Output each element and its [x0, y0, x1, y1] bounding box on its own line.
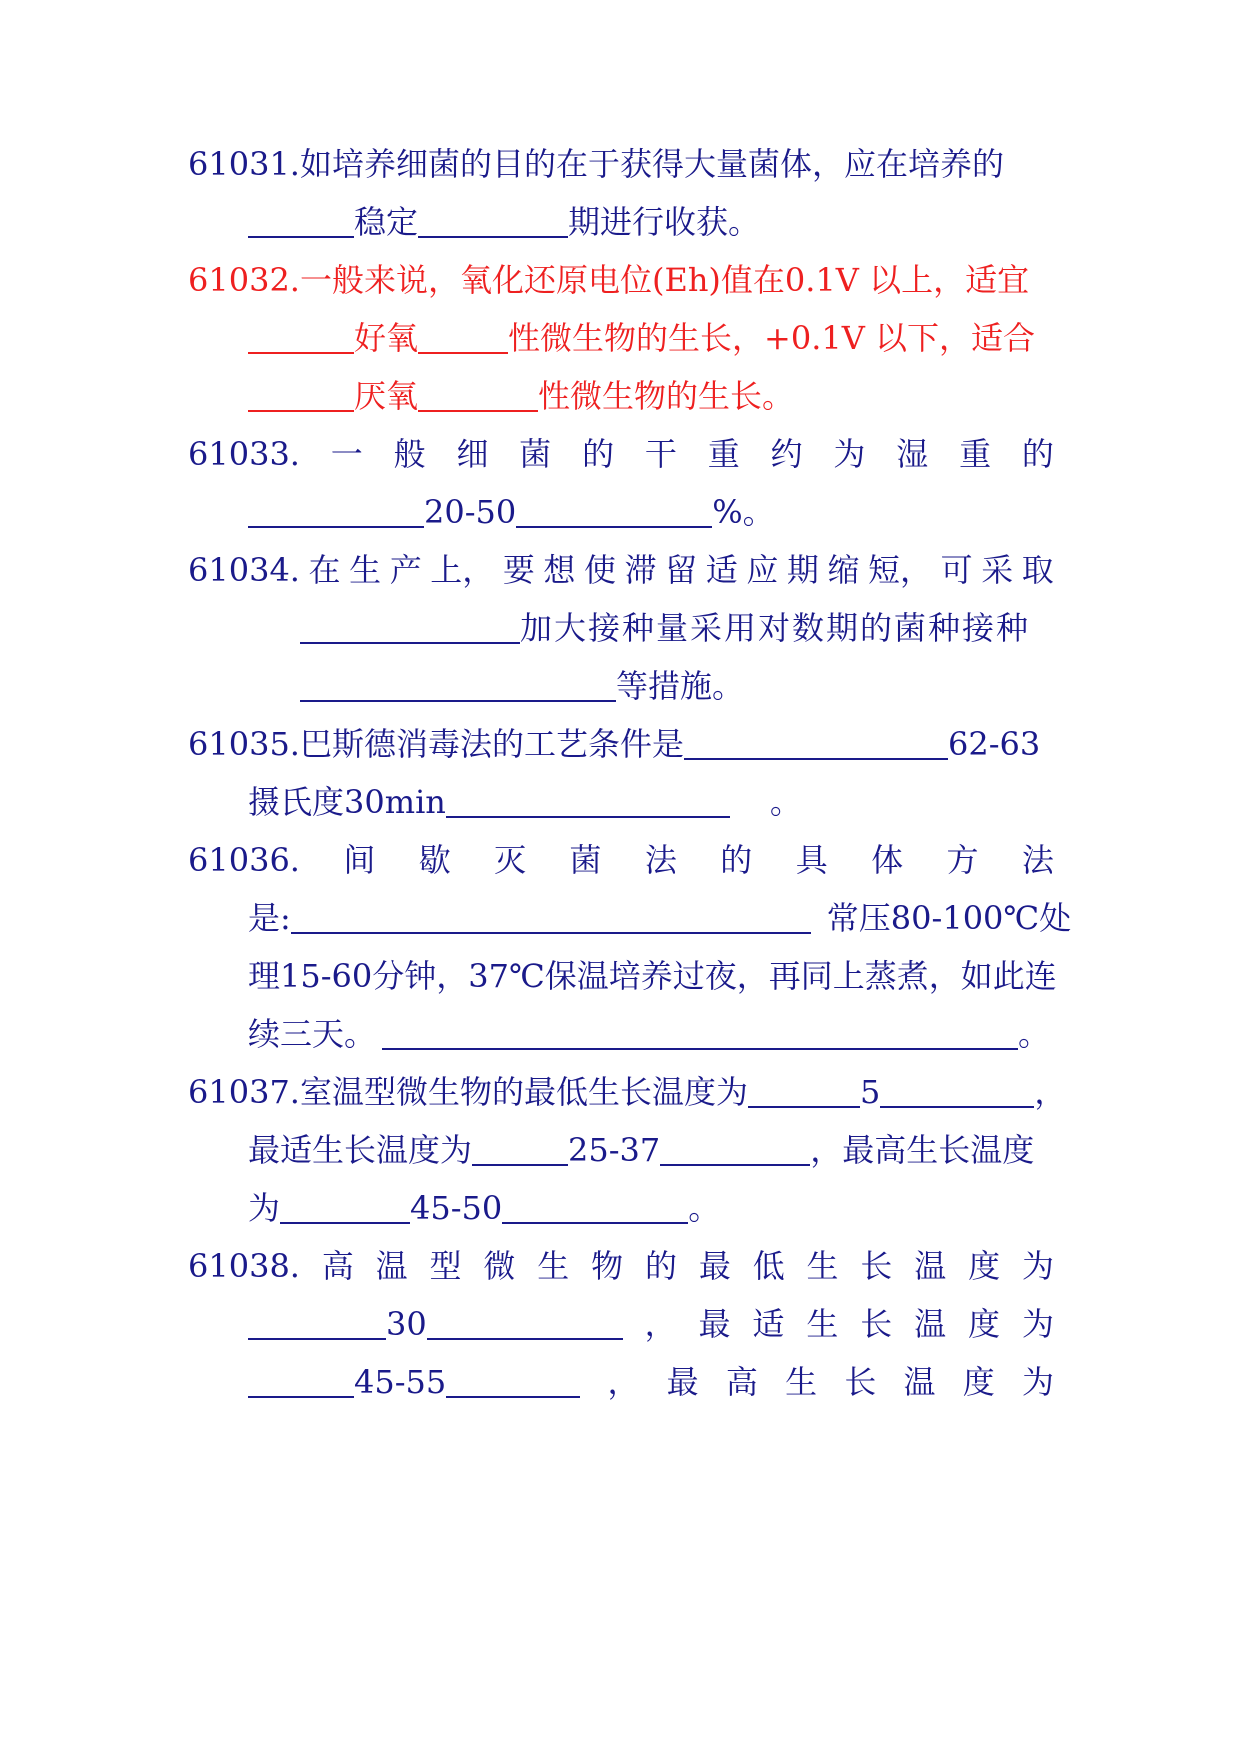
question-word: 为	[1021, 1247, 1054, 1285]
question-word: 生	[785, 1363, 818, 1401]
answer-text: 摄氏度30min	[248, 783, 446, 821]
question-word: 体	[871, 841, 904, 879]
question-word: 想	[543, 551, 576, 589]
answer-text: 5	[859, 1073, 881, 1111]
question-word: 应	[746, 551, 779, 589]
question-text: 为	[248, 1189, 281, 1227]
question-word: 型	[429, 1247, 462, 1285]
question-word: 灭	[494, 841, 527, 879]
blank	[248, 318, 354, 354]
question-61036-line1	[188, 838, 1054, 882]
question-word: 留	[665, 551, 698, 589]
answer-text: 理15-60分钟，37℃保温培养过夜，再同上蒸煮，如此连	[248, 957, 1057, 995]
question-61037-line2	[248, 1128, 1054, 1172]
blank	[248, 492, 424, 528]
question-word: 物	[591, 1247, 624, 1285]
question-61031-line1	[188, 142, 1054, 186]
question-word: 长	[844, 1363, 877, 1401]
question-number: 61033.	[188, 435, 300, 473]
question-61033-line1	[188, 432, 1054, 476]
question-61033-line2	[248, 490, 1054, 534]
question-61031-line2	[248, 200, 1054, 244]
question-word: 的	[1021, 435, 1054, 473]
question-word: 生	[349, 551, 382, 589]
question-word: 滞	[624, 551, 657, 589]
question-text: 61031.如培养细菌的目的在于获得大量菌体，应在培养的	[188, 145, 1004, 183]
question-word: 的	[582, 435, 615, 473]
blank	[684, 724, 948, 760]
question-word: 生	[537, 1247, 570, 1285]
answer-text: 30	[386, 1305, 427, 1343]
blank	[248, 202, 354, 238]
question-word: 微	[483, 1247, 516, 1285]
question-word: 最	[698, 1305, 731, 1343]
question-word: 期	[786, 551, 819, 589]
question-text: %。	[712, 493, 775, 531]
blank	[280, 1188, 410, 1224]
question-word: 般	[393, 435, 426, 473]
answer-text: 45-55	[354, 1363, 447, 1401]
answer-text: 好氧	[354, 319, 419, 357]
blank	[502, 1188, 688, 1224]
answer-group	[248, 1302, 623, 1346]
question-word: 采	[981, 551, 1014, 589]
question-word: 干	[644, 435, 677, 473]
question-word: 歇	[418, 841, 451, 879]
question-word: 高	[725, 1363, 758, 1401]
blank	[382, 1014, 1018, 1050]
question-word: 细	[456, 435, 489, 473]
question-word: 上，	[430, 551, 495, 589]
question-word: 度	[968, 1247, 1001, 1285]
question-word: 重	[959, 435, 992, 473]
blank	[300, 666, 616, 702]
question-word: 长	[860, 1247, 893, 1285]
answer-text: 厌氧	[354, 377, 419, 415]
blank	[446, 1362, 580, 1398]
blank	[427, 1304, 623, 1340]
question-word: 菌	[569, 841, 602, 879]
answer-text: 45-50	[410, 1189, 503, 1227]
question-61036-line2	[248, 896, 1072, 940]
question-word: 在	[308, 551, 341, 589]
question-word: 温	[903, 1363, 936, 1401]
question-word: 温	[914, 1247, 947, 1285]
question-word: 度	[968, 1305, 1001, 1343]
answer-text: 续三天。	[248, 1015, 377, 1053]
question-word: 取	[1021, 551, 1054, 589]
question-word: 具	[795, 841, 828, 879]
question-word: 温	[375, 1247, 408, 1285]
blank	[418, 376, 538, 412]
question-word: 长	[860, 1305, 893, 1343]
question-word: ，	[607, 1363, 640, 1401]
question-text: 。	[769, 783, 802, 821]
question-word: ，	[644, 1305, 677, 1343]
blank	[248, 1304, 386, 1340]
question-word: 高	[321, 1247, 354, 1285]
question-number: 61034.	[188, 551, 300, 589]
question-word: 温	[914, 1305, 947, 1343]
question-word: 最	[698, 1247, 731, 1285]
question-text: 61032.一般来说，氧化还原电位(Eh)值在0.1V 以上，适宜	[188, 261, 1030, 299]
question-text: 。	[1018, 1015, 1051, 1053]
answer-text: 常压80-100℃处	[826, 899, 1072, 937]
blank	[660, 1130, 810, 1166]
answer-text: 20-50	[424, 493, 517, 531]
question-word: 为	[1021, 1305, 1054, 1343]
blank	[446, 782, 730, 818]
question-word: 适	[752, 1305, 785, 1343]
answer-text: 25-37	[568, 1131, 661, 1169]
question-61037-line1	[188, 1070, 1067, 1114]
question-text: ，	[1034, 1073, 1067, 1111]
question-61032-line1	[188, 258, 1054, 302]
question-word: 低	[752, 1247, 785, 1285]
blank	[516, 492, 712, 528]
question-61034-line2	[300, 606, 1054, 650]
question-61035-line1	[188, 722, 1054, 766]
blank	[300, 608, 520, 644]
question-text: 最适生长温度为	[248, 1131, 473, 1169]
question-61037-line3	[248, 1186, 1054, 1230]
question-61034-line1	[188, 548, 1054, 592]
question-word: 为	[833, 435, 866, 473]
question-word: 度	[962, 1363, 995, 1401]
blank	[472, 1130, 568, 1166]
question-word: 要	[502, 551, 535, 589]
question-word: 法	[1021, 841, 1054, 879]
question-61036-line3	[248, 954, 1057, 998]
question-word: 适	[705, 551, 738, 589]
question-number: 61038.	[188, 1247, 300, 1285]
question-word: 缩	[827, 551, 860, 589]
question-word: 一	[330, 435, 363, 473]
question-word: 生	[806, 1305, 839, 1343]
question-text: 等措施。	[616, 667, 745, 705]
question-61036-line4	[248, 1012, 1054, 1056]
question-word: 可	[940, 551, 973, 589]
question-text: 61035.巴斯德消毒法的工艺条件是	[188, 725, 684, 763]
answer-group	[248, 1360, 580, 1404]
question-word: 菌	[519, 435, 552, 473]
blank	[418, 318, 508, 354]
answer-text: 稳定	[354, 203, 419, 241]
blank	[248, 376, 354, 412]
question-word: 方	[946, 841, 979, 879]
question-61038-line2	[248, 1302, 1054, 1346]
question-word: 为	[1021, 1363, 1054, 1401]
answer-text: 加大接种量采用对数期的菌种接种	[520, 609, 1031, 647]
question-word: 最	[666, 1363, 699, 1401]
question-text: 性微生物的生长，+0.1V 以下，适合	[508, 319, 1036, 357]
question-word: 约	[770, 435, 803, 473]
blank	[418, 202, 568, 238]
question-word: 法	[644, 841, 677, 879]
question-word: 间	[343, 841, 376, 879]
question-text: 61037.室温型微生物的最低生长温度为	[188, 1073, 748, 1111]
blank	[291, 898, 811, 934]
question-text: 。	[688, 1189, 721, 1227]
blank	[748, 1072, 860, 1108]
question-word: 重	[707, 435, 740, 473]
question-61034-line3	[300, 664, 1054, 708]
blank	[880, 1072, 1034, 1108]
question-61038-line1	[188, 1244, 1054, 1288]
question-word: 的	[720, 841, 753, 879]
question-61032-line2	[248, 316, 1054, 360]
question-text: 期进行收获。	[568, 203, 761, 241]
question-word: 生	[806, 1247, 839, 1285]
question-61038-line3	[248, 1360, 1054, 1404]
question-text: 是:	[248, 899, 291, 937]
question-word: 使	[584, 551, 617, 589]
question-word: 湿	[896, 435, 929, 473]
question-word: 产	[389, 551, 422, 589]
blank	[248, 1362, 354, 1398]
question-text: 性微生物的生长。	[538, 377, 795, 415]
question-word: 短，	[868, 551, 933, 589]
question-word: 的	[644, 1247, 677, 1285]
question-text: ，最高生长温度	[810, 1131, 1035, 1169]
question-61035-line2	[248, 780, 1054, 824]
answer-text: 62-63	[947, 725, 1041, 763]
question-number: 61036.	[188, 841, 300, 879]
question-61032-line3	[248, 374, 1054, 418]
